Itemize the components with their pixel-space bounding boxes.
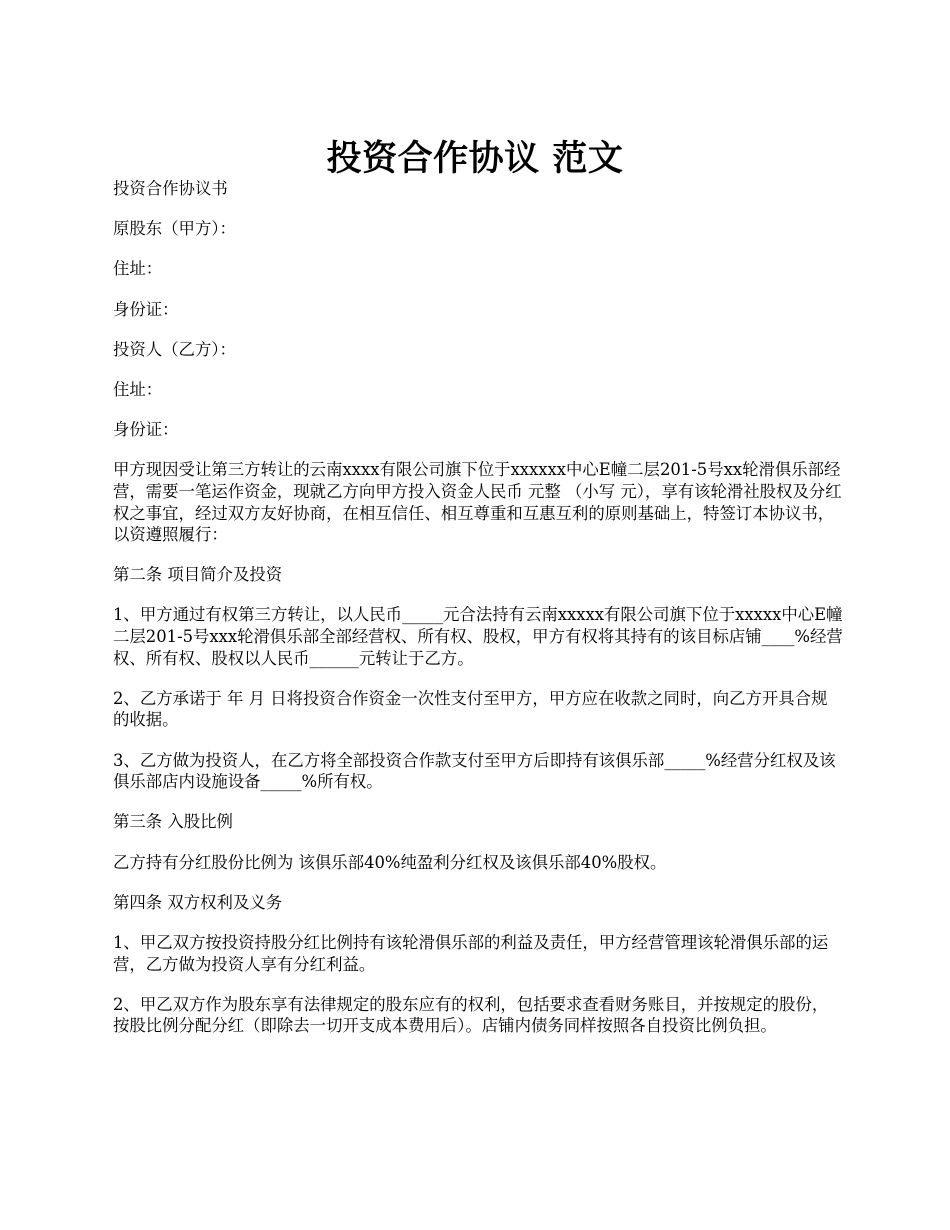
paragraph: 身份证： <box>113 299 179 319</box>
paragraph: 住址： <box>113 379 163 399</box>
paragraph: 3、乙方做为投资人，在乙方将全部投资合作款支付至甲方后即持有该俱乐部_____%经营分红权及该俱乐部店内设施设备_____%所有权。 <box>113 750 836 792</box>
section-heading: 第二条 项目简介及投资 <box>113 565 283 585</box>
document-title: 投资合作协议 范文 <box>326 138 624 180</box>
section-heading: 第四条 双方权利及义务 <box>113 892 283 912</box>
paragraph: 2、乙方承诺于 年 月 日将投资合作资金一次性支付至甲方，甲方应在收款之同时，向乙方开具合规的收据。 <box>113 688 828 730</box>
paragraph: 原股东（甲方）： <box>113 219 236 239</box>
paragraph: 投资合作协议书 <box>113 179 228 198</box>
paragraph: 2、甲乙双方作为股东享有法律规定的股东应有的权利，包括要求查看财务账目，并按规定的股份，按股比例分配分红（即除去一切开支成本费用后）。店铺内债务同样按照各自投资比例负担。 <box>113 994 829 1036</box>
paragraph: 投资人（乙方）： <box>113 339 236 359</box>
paragraph: 1、甲方通过有权第三方转让，以人民币_____元合法持有云南xxxxx有限公司旗下位于xxxxx中心E幢二层201-5号xxx轮滑俱乐部全部经营权、所有权、股权，甲方有权将其持有的该目标店铺____%经营权、所有权、股权以人民币______元转让于乙方。 <box>113 605 843 668</box>
paragraph: 1、甲乙双方按投资持股分红比例持有该轮滑俱乐部的利益及责任，甲方经营管理该轮滑俱乐部的运营，乙方做为投资人享有分红利益。 <box>113 932 829 974</box>
paragraph: 住址： <box>113 259 163 279</box>
section-heading: 第三条 入股比例 <box>113 812 233 832</box>
document-body <box>113 178 843 1056</box>
paragraph: 甲方现因受让第三方转让的云南xxxx有限公司旗下位于xxxxxx中心E幢二层201-5号xx轮滑俱乐部经营，需要一笔运作资金，现就乙方向甲方投入资金人民币 元整 （小写 元），享有该轮滑社股权及分红权之事宜，经过双方友好协商，在相互信任、相互尊重和互惠互利的原则基础上，特签订本协议书，以资遵照履行： <box>113 460 842 545</box>
paragraph: 身份证： <box>113 420 179 440</box>
paragraph: 乙方持有分红股份比例为 该俱乐部40%纯盈利分红权及该俱乐部40%股权。 <box>113 852 667 872</box>
